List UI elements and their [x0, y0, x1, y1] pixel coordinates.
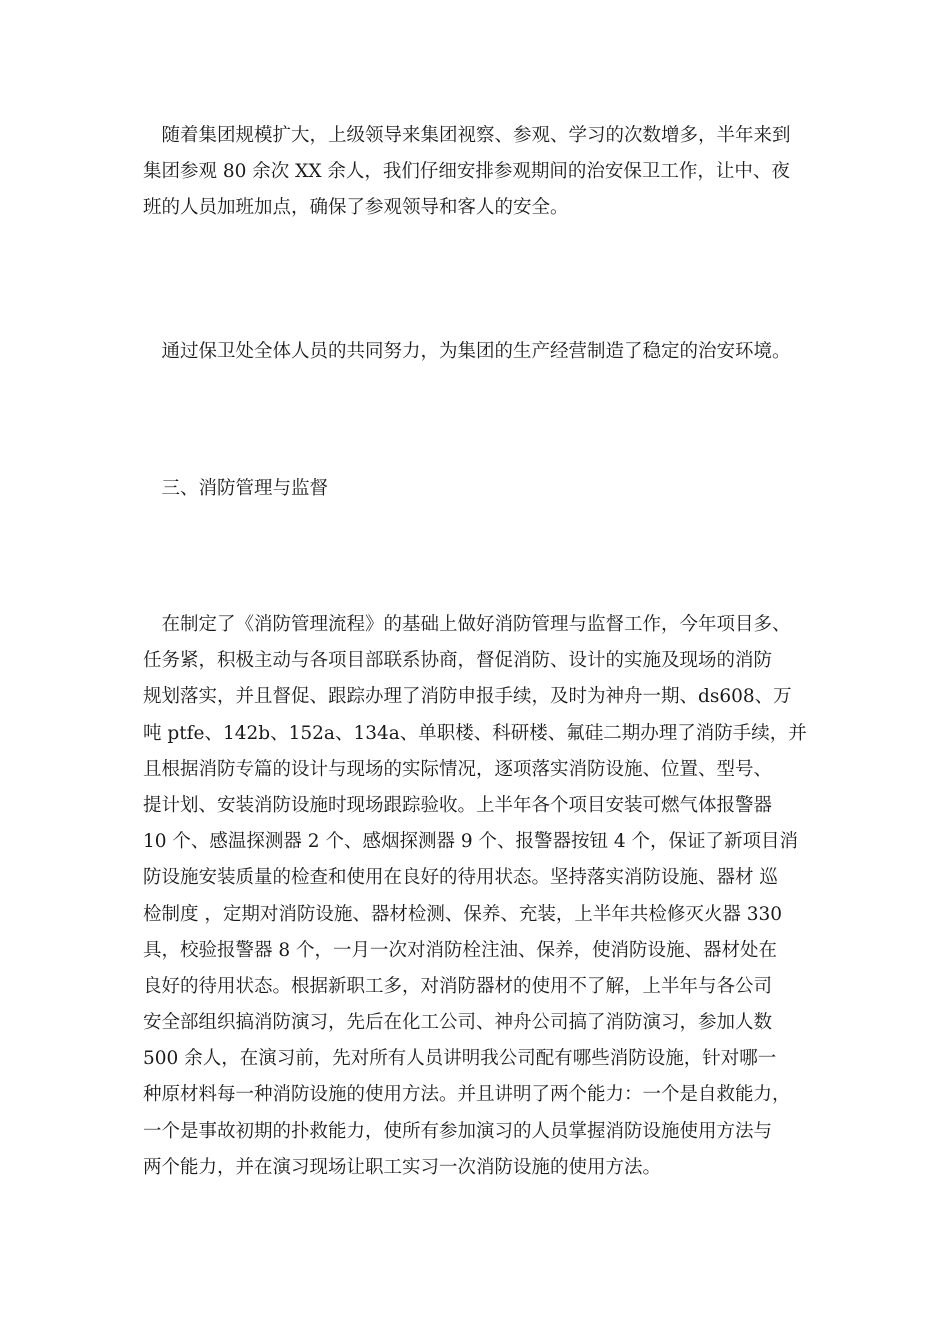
text-line: 提计划、安装消防设施时现场跟踪验收。上半年各个项目安装可燃气体报警器 — [143, 794, 773, 816]
text-line: 规划落实，并且督促、跟踪办理了消防申报手续，及时为神舟一期、ds608、万 — [143, 686, 792, 708]
section-heading — [143, 471, 808, 507]
text-line: 良好的待用状态。根据新职工多，对消防器材的使用不了解，上半年与各公司 — [143, 975, 773, 997]
text-line: 500 余人，在演习前，先对所有人员讲明我公司配有哪些消防设施，针对哪一 — [143, 1048, 777, 1070]
text-line: 且根据消防专篇的设计与现场的实际情况，逐项落实消防设施、位置、型号、 — [143, 758, 773, 780]
text-line: 随着集团规模扩大，上级领导来集团视察、参观、学习的次数增多，半年来到 — [143, 125, 791, 146]
text-line: 10 个、感温探测器 2 个、感烟探测器 9 个、报警器按钮 4 个，保证了新项目消 — [143, 831, 799, 853]
text-line: 安全部组织搞消防演习，先后在化工公司、神舟公司搞了消防演习，参加人数 — [143, 1012, 773, 1034]
text-line: 在制定了《消防管理流程》的基础上做好消防管理与监督工作，今年项目多、 — [143, 614, 791, 635]
paragraph-security-summary — [143, 334, 808, 370]
text-line: 种原材料每一种消防设施的使用方法。并且讲明了两个能力：一个是自救能力， — [143, 1084, 791, 1106]
text-line: 具，校验报警器 8 个，一月一次对消防栓注油、保养，使消防设施、器材处在 — [143, 939, 778, 961]
text-line: 集团参观 80 余次 XX 余人，我们仔细安排参观期间的治安保卫工作，让中、夜 — [143, 161, 790, 183]
text-line: 防设施安装质量的检查和使用在良好的待用状态。坚持落实消防设施、器材 巡 — [143, 867, 778, 889]
paragraph-visit-security — [143, 118, 808, 227]
text-line: 吨 ptfe、142b、152a、134a、单职楼、科研楼、氟硅二期办理了消防手续，并 — [143, 722, 807, 744]
text-line: 班的人员加班加点，确保了参观领导和客人的安全。 — [143, 197, 569, 219]
text-line: 任务紧，积极主动与各项目部联系协商，督促消防、设计的实施及现场的消防 — [143, 650, 773, 672]
text-line: 两个能力，并在演习现场让职工实习一次消防设施的使用方法。 — [143, 1156, 662, 1178]
text-line: 检制度 ，定期对消防设施、器材检测、保养、充装，上半年共检修灭火器 330 — [143, 903, 783, 925]
text-line: 一个是事故初期的扑救能力，使所有参加演习的人员掌握消防设施使用方法与 — [143, 1120, 773, 1142]
text-line: 通过保卫处全体人员的共同努力，为集团的生产经营制造了稳定的治安环境。 — [143, 341, 791, 362]
paragraph-fire-management — [143, 607, 808, 1186]
text-line: 三、消防管理与监督 — [143, 478, 329, 499]
